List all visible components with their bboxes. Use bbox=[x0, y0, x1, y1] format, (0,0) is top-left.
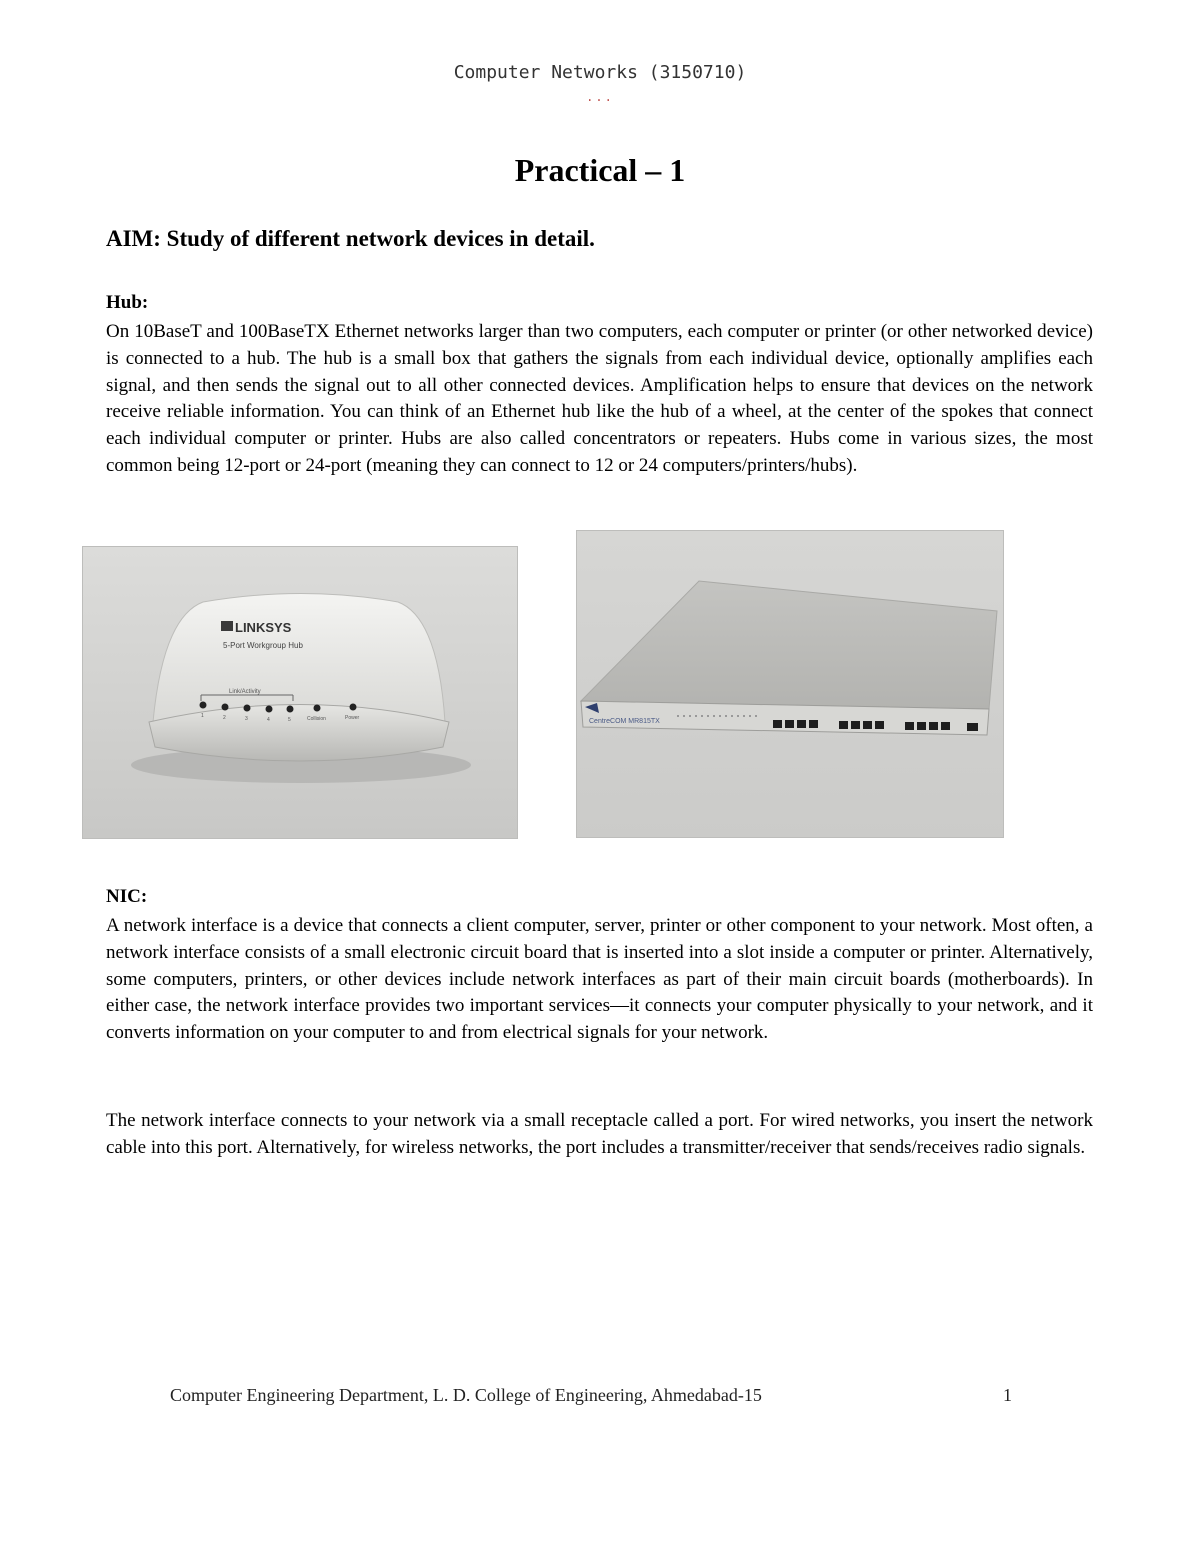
nic-paragraph-1: A network interface is a device that connects a client computer, server, printer or other component to your network. Most often, a network interface consists of a small electronic circuit board that is inserted into a slot inside a computer or printer. Alternatively, some computers, printers, or other devices include network interfaces as part of their main circuit boards (motherboards). In either case, the network interface provides two important services—it connects your computer physically to your network, and it converts information on your computer to and from electrical signals for your network. bbox=[106, 915, 1093, 1044]
collision-label: Collision bbox=[307, 716, 326, 722]
hub-heading: Hub: bbox=[106, 292, 149, 313]
port-label-3: 3 bbox=[245, 716, 248, 722]
centrecom-model-text: CentreCOM MR815TX bbox=[589, 718, 660, 725]
aim-heading: AIM: Study of different network devices in detail. bbox=[106, 226, 595, 251]
centrecom-hub-photo bbox=[576, 530, 1004, 838]
led-power bbox=[350, 704, 357, 711]
page-title: Practical – 1 bbox=[514, 152, 686, 188]
led-port-2 bbox=[222, 704, 229, 711]
page-footer: Computer Engineering Department, L. D. College of Engineering, Ahmedabad-15 bbox=[170, 1385, 762, 1405]
hub-paragraph: On 10BaseT and 100BaseTX Ethernet networks larger than two computers, each computer or printer (or other networked device) is connected to a hub. The hub is a small box that gathers the signals from each individual device, optionally amplifies each signal, and then sends the signal out to all other connected devices. Amplification helps to ensure that devices on the network receive reliable information. You can think of an Ethernet hub like the hub of a wheel, at the center of the spokes that connect each individual computer or printer. Hubs are also called concentrators or repeaters. Hubs come in various sizes, the most common being 12-port or 24-port (meaning they can connect to 12 or 24 computers/printers/hubs). bbox=[106, 321, 1093, 476]
header-dots: ... bbox=[586, 90, 614, 104]
led-port-3 bbox=[244, 705, 251, 712]
power-label: Power bbox=[345, 715, 360, 721]
led-port-5 bbox=[287, 706, 294, 713]
led-port-4 bbox=[266, 706, 273, 713]
linksys-hub-photo bbox=[82, 546, 518, 839]
port-label-5: 5 bbox=[288, 717, 291, 723]
nic-paragraph-2: The network interface connects to your network via a small receptacle called a port. For wired networks, you insert the network cable into this port. Alternatively, for wireless networks, the port includes a transmitter/receiver that sends/receives radio signals. bbox=[106, 1110, 1093, 1158]
hub-brand-text: LINKSYS bbox=[235, 620, 292, 635]
nic-heading: NIC: bbox=[106, 886, 148, 907]
hub-model-text: 5-Port Workgroup Hub bbox=[223, 641, 303, 650]
led-collision bbox=[314, 705, 321, 712]
running-header: Computer Networks (3150710) bbox=[453, 62, 747, 83]
port-label-1: 1 bbox=[201, 713, 204, 719]
page-number: 1 bbox=[1003, 1385, 1012, 1405]
port-label-4: 4 bbox=[267, 717, 270, 723]
uplink-port bbox=[967, 723, 978, 731]
led-port-1 bbox=[200, 702, 207, 709]
link-activity-label: Link/Activity bbox=[229, 689, 261, 695]
port-label-2: 2 bbox=[223, 715, 226, 721]
